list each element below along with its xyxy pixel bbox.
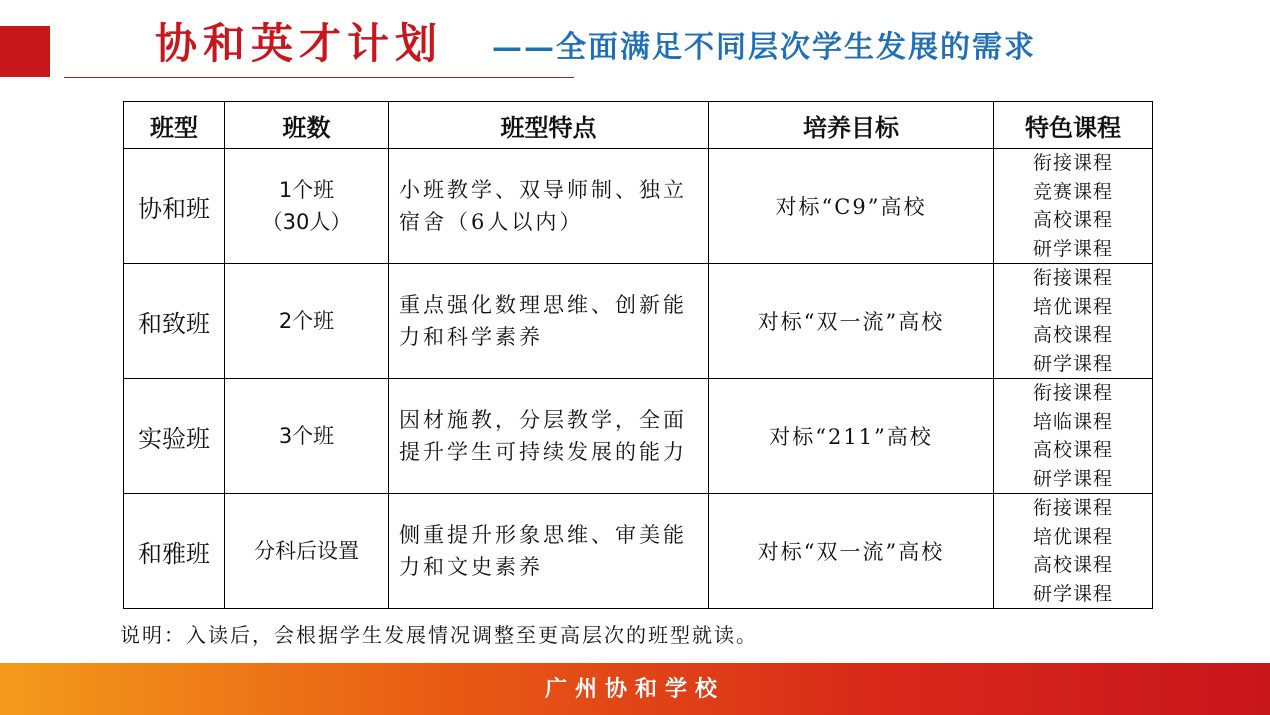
- course-cell: [994, 149, 1153, 264]
- table-row: [124, 379, 1153, 494]
- course-item: 研学课程: [1032, 237, 1113, 260]
- column-header-count: 班数: [225, 102, 389, 149]
- class-count-line: 1个班: [278, 178, 335, 202]
- course-item: 研学课程: [1032, 467, 1113, 490]
- class-count-line: 2个班: [278, 309, 335, 333]
- course-item: 高校课程: [1032, 209, 1113, 231]
- course-item: 研学课程: [1032, 582, 1113, 605]
- footer-bar: [0, 663, 1270, 715]
- page-title: 协和英才计划: [155, 19, 444, 68]
- column-header-type: 班型: [124, 102, 225, 149]
- class-count-cell: [225, 149, 389, 264]
- course-item: 衔接课程: [1032, 152, 1113, 174]
- red-accent-block: [0, 26, 50, 77]
- course-item: 高校课程: [1032, 324, 1113, 346]
- column-header-courses: 特色课程: [994, 102, 1153, 149]
- class-count-cell: [225, 379, 389, 494]
- class-name-cell: 和雅班: [124, 494, 225, 609]
- class-feature-cell: 重点强化数理思维、创新能力和科学素养: [389, 264, 709, 379]
- class-feature-cell: 小班教学、双导师制、独立宿舍（6人以内）: [389, 149, 709, 264]
- class-feature-cell: 因材施教，分层教学，全面提升学生可持续发展的能力: [389, 379, 709, 494]
- table-header-row: [124, 102, 1153, 149]
- course-item: 高校课程: [1032, 439, 1113, 461]
- course-item: 高校课程: [1032, 554, 1113, 576]
- course-cell: [994, 379, 1153, 494]
- course-item: 培临课程: [1032, 410, 1113, 433]
- course-cell: [994, 264, 1153, 379]
- class-type-table: [123, 101, 1153, 609]
- course-item: 培优课程: [1032, 295, 1113, 318]
- course-item: 衔接课程: [1032, 497, 1113, 519]
- column-header-feature: 班型特点: [389, 102, 709, 149]
- course-cell: [994, 494, 1153, 609]
- class-goal-cell: 对标“双一流”高校: [709, 264, 994, 379]
- footnote: 说明：入读后，会根据学生发展情况调整至更高层次的班型就读。: [120, 623, 758, 647]
- class-name-cell: 和致班: [124, 264, 225, 379]
- class-goal-cell: 对标“C9”高校: [709, 149, 994, 264]
- class-count-cell: [225, 264, 389, 379]
- course-item: 衔接课程: [1032, 382, 1113, 404]
- course-item: 研学课程: [1032, 352, 1113, 375]
- column-header-goal: 培养目标: [709, 102, 994, 149]
- class-name-cell: 协和班: [124, 149, 225, 264]
- table-row: [124, 494, 1153, 609]
- school-name: 广州协和学校: [544, 676, 725, 702]
- course-item: 衔接课程: [1032, 267, 1113, 289]
- table-row: [124, 264, 1153, 379]
- course-item: 培优课程: [1032, 525, 1113, 548]
- class-goal-cell: 对标“双一流”高校: [709, 494, 994, 609]
- class-count-line: 分科后设置: [254, 539, 359, 563]
- class-feature-cell: 侧重提升形象思维、审美能力和文史素养: [389, 494, 709, 609]
- class-count-cell: [225, 494, 389, 609]
- title-underline: [64, 77, 574, 78]
- table-row: [124, 149, 1153, 264]
- class-goal-cell: 对标“211”高校: [709, 379, 994, 494]
- page-subtitle: ——全面满足不同层次学生发展的需求: [492, 30, 1036, 65]
- class-size-line: （30人）: [261, 210, 352, 234]
- class-count-line: 3个班: [278, 424, 335, 448]
- course-item: 竞赛课程: [1032, 180, 1113, 203]
- class-name-cell: 实验班: [124, 379, 225, 494]
